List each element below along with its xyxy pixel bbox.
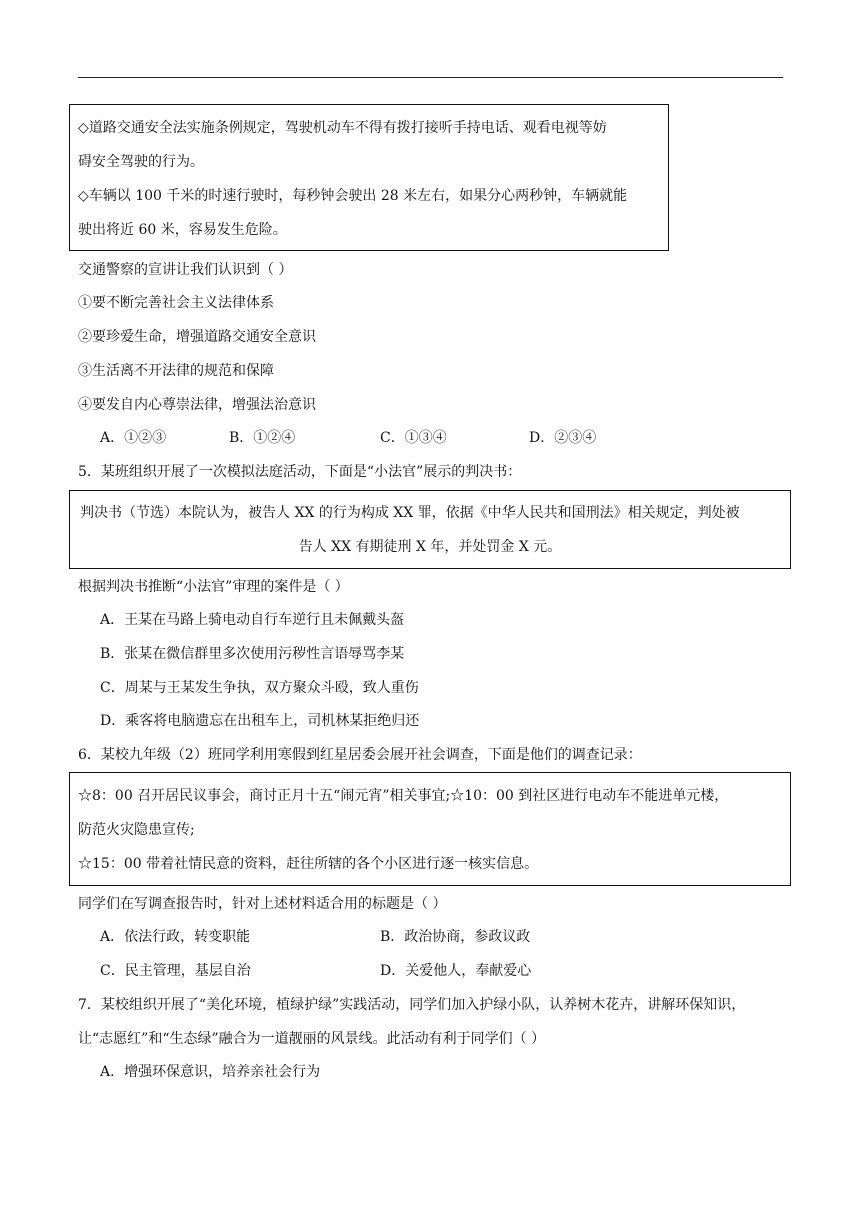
statement-item: ③生活离不开法律的规范和保障 <box>78 363 274 379</box>
statement-item: ①要不断完善社会主义法律体系 <box>78 295 274 311</box>
header-rule <box>78 77 783 78</box>
question-stem: 交通警察的宣讲让我们认识到（ ） <box>78 262 293 278</box>
option-a[interactable]: A．①②③ <box>100 430 167 446</box>
question-stem: 6．某校九年级（2）班同学利用寒假到红星居委会展开社会调查，下面是他们的调查记录： <box>78 747 642 763</box>
option-d[interactable]: D．乘客将电脑遗忘在出租车上，司机林某拒绝归还 <box>100 713 420 729</box>
option-b[interactable]: B．①②④ <box>229 430 296 446</box>
option-a[interactable]: A．王某在马路上骑电动自行车逆行且未佩戴头盔 <box>100 612 405 628</box>
judgment-line: 告人 XX 有期徒刑 X 年，并处罚金 X 元。 <box>298 539 562 555</box>
option-b[interactable]: B．政治协商，参政议政 <box>380 929 531 945</box>
question-stem: 7．某校组织开展了“美化环境，植绿护绿”实践活动，同学们加入护绿小队，认养树木花卉，讲解环保知识， <box>78 997 746 1013</box>
option-d[interactable]: D．②③④ <box>529 430 597 446</box>
statement-item: ④要发自内心尊崇法律，增强法治意识 <box>78 397 316 413</box>
option-b[interactable]: B．张某在微信群里多次使用污秽性言语辱骂李某 <box>100 646 405 662</box>
option-d[interactable]: D．关爱他人，奉献爱心 <box>380 963 532 979</box>
option-c[interactable]: C．周某与王某发生争执，双方聚众斗殴，致人重伤 <box>100 680 419 696</box>
option-a[interactable]: A．增强环保意识，培养亲社会行为 <box>100 1064 321 1080</box>
material-box-line: 驶出将近 60 米，容易发生危险。 <box>78 222 287 238</box>
material-box-line: ◇道路交通安全法实施条例规定，驾驶机动车不得有拨打接听手持电话、观看电视等妨 <box>78 120 607 136</box>
survey-line: ☆8：00 召开居民议事会，商讨正月十五“闹元宵”相关事宜;☆10：00 到社区进行电动车不能进单元楼， <box>78 788 729 804</box>
judgment-box <box>69 490 791 569</box>
question-prompt: 根据判决书推断“小法官”审理的案件是（ ） <box>78 579 349 595</box>
question-stem: 5．某班组织开展了一次模拟法庭活动，下面是“小法官”展示的判决书： <box>78 464 522 480</box>
judgment-line: 判决书（节选）本院认为，被告人 XX 的行为构成 XX 罪，依据《中华人民共和国刑法》相关规定，判处被 <box>80 505 740 521</box>
survey-line: 防范火灾隐患宣传; <box>78 822 195 838</box>
option-c[interactable]: C．民主管理，基层自治 <box>100 963 251 979</box>
option-c[interactable]: C．①③④ <box>380 430 447 446</box>
option-a[interactable]: A．依法行政，转变职能 <box>100 929 251 945</box>
survey-line: ☆15：00 带着社情民意的资料，赶往所辖的各个小区进行逐一核实信息。 <box>78 856 539 872</box>
question-prompt: 同学们在写调查报告时，针对上述材料适合用的标题是（ ） <box>78 896 447 912</box>
statement-item: ②要珍爱生命，增强道路交通安全意识 <box>78 329 316 345</box>
material-box-line: ◇车辆以 100 千米的时速行驶时，每秒钟会驶出 28 米左右，如果分心两秒钟，车辆就能 <box>78 188 628 204</box>
question-stem-continued: 让“志愿红”和“生态绿”融合为一道靓丽的风景线。此活动有利于同学们（ ） <box>78 1031 546 1047</box>
material-box-line: 碍安全驾驶的行为。 <box>78 154 204 170</box>
